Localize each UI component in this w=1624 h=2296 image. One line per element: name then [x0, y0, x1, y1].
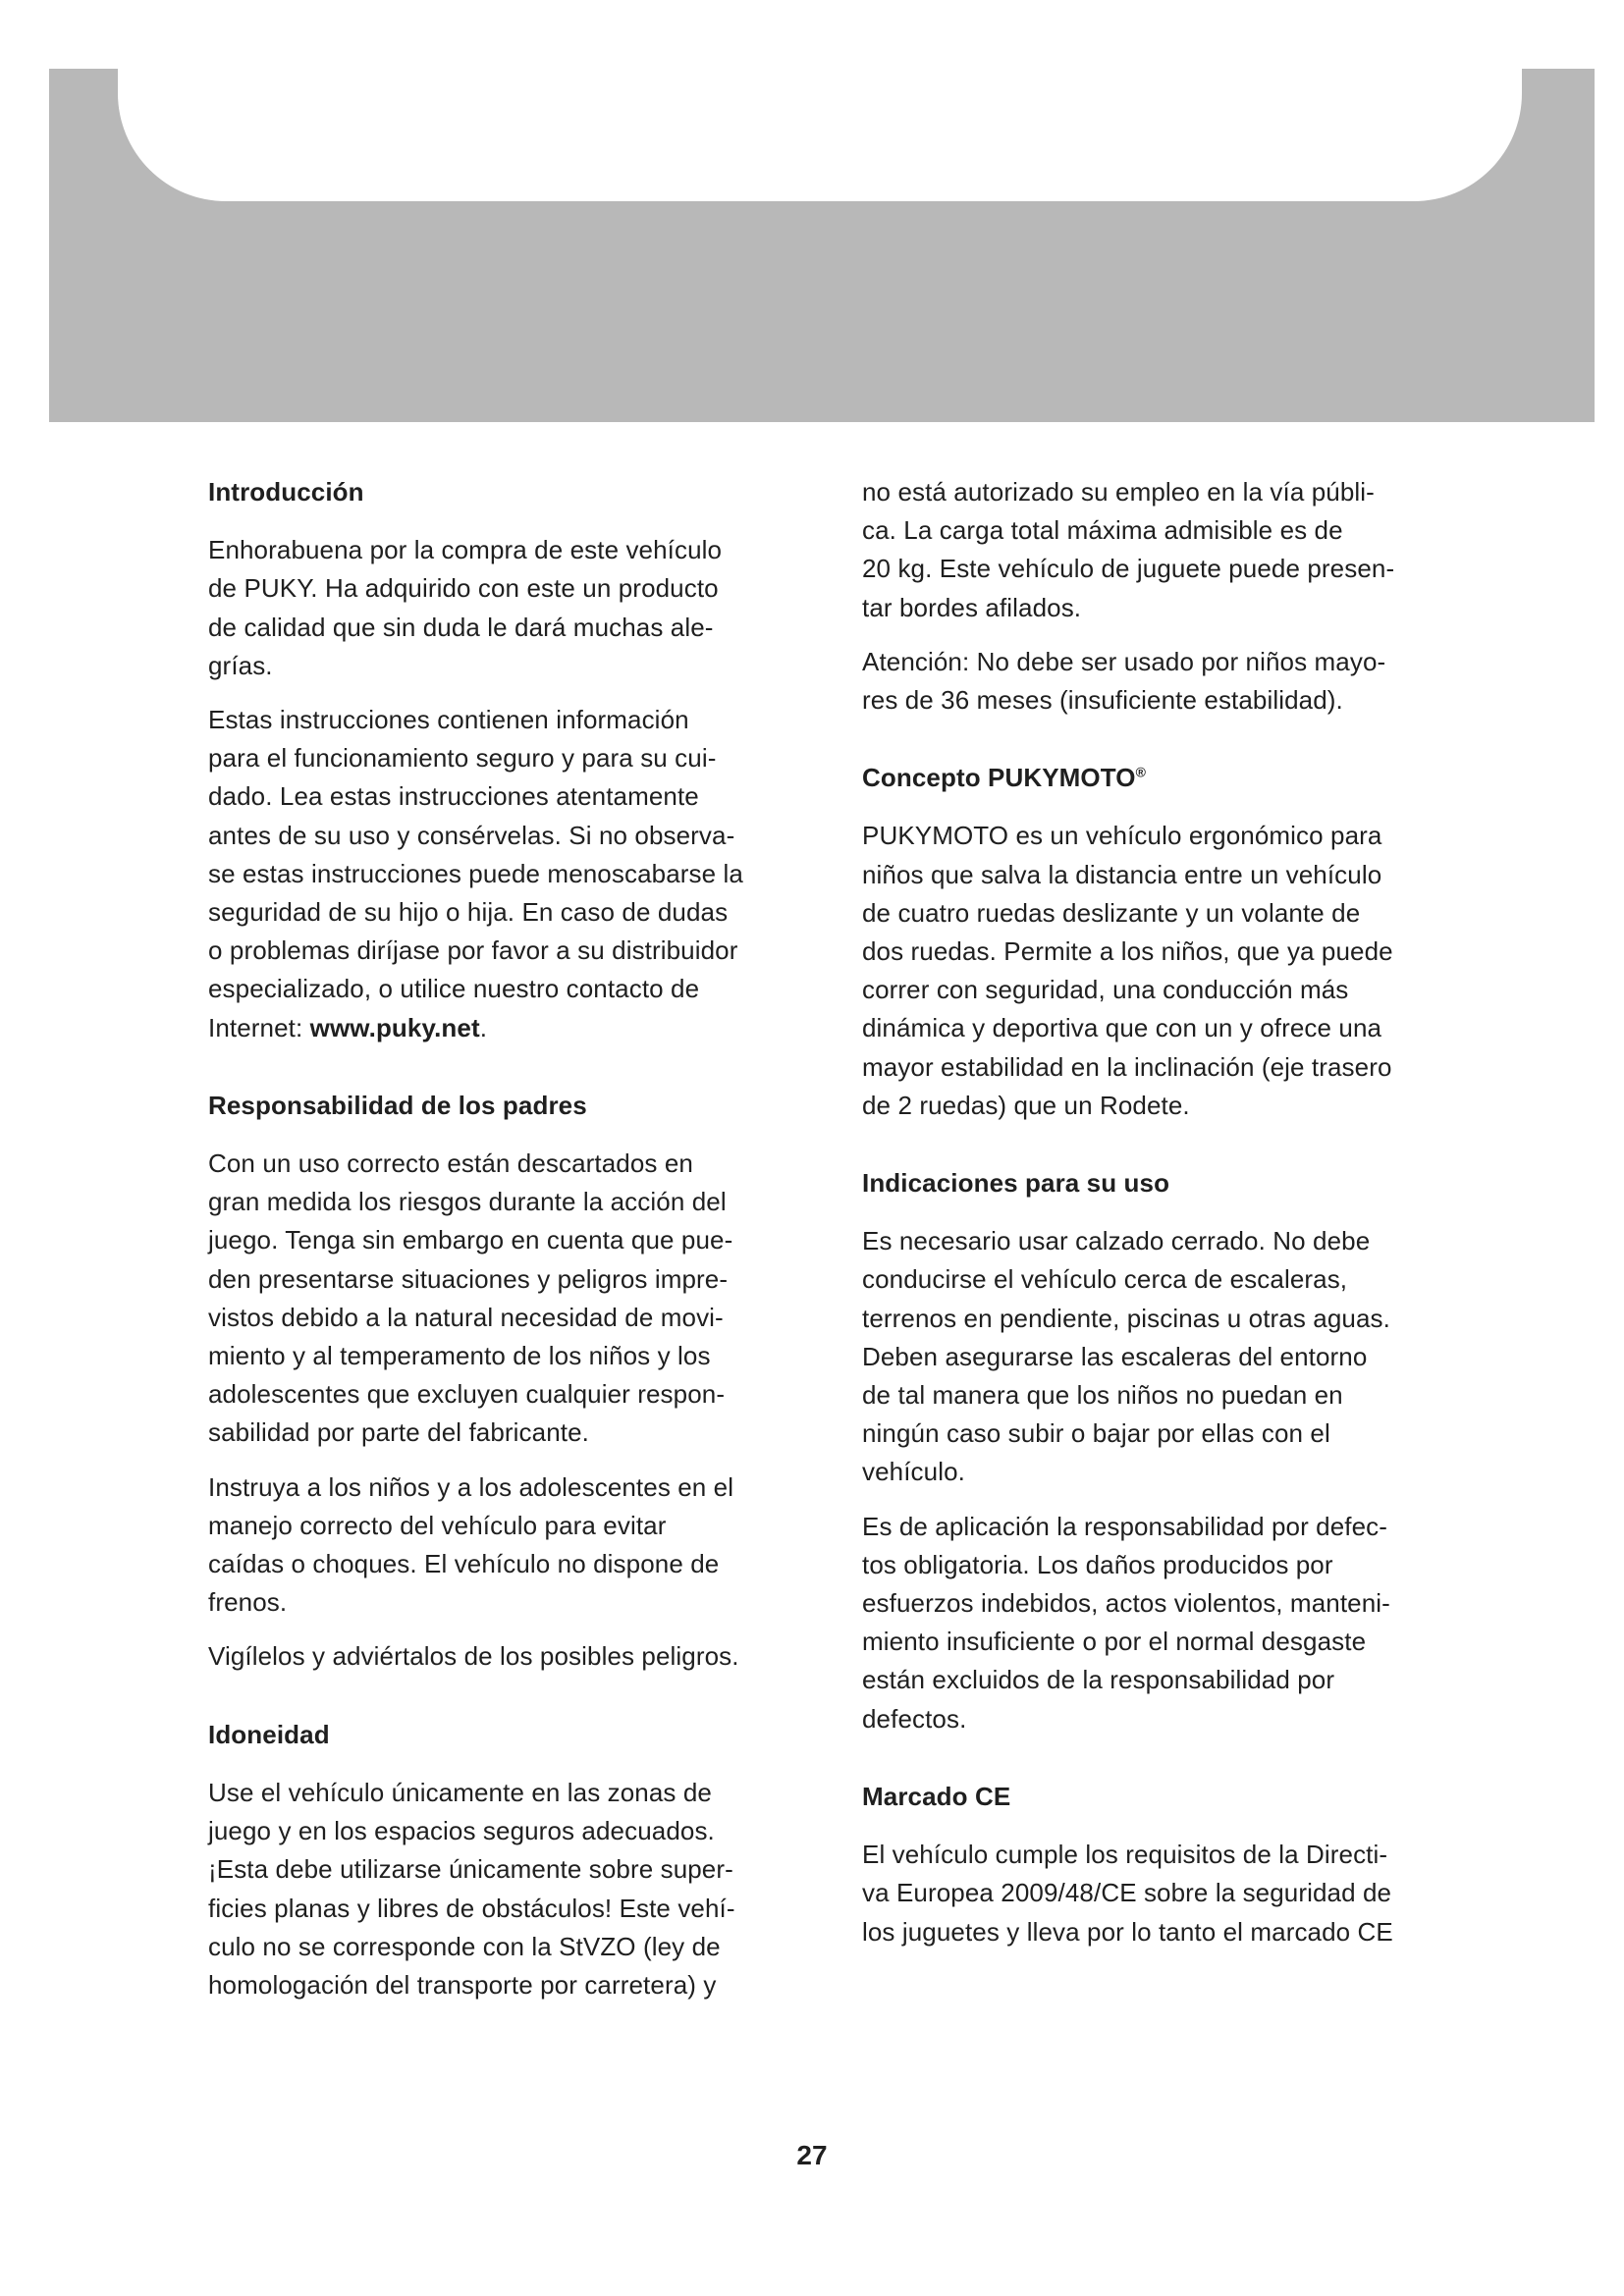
text-line: terrenos en pendiente, piscinas u otras aguas.	[862, 1303, 1390, 1333]
text-line: Es necesario usar calzado cerrado. No debe	[862, 1226, 1371, 1256]
parents-paragraph-1	[208, 1145, 797, 1453]
text-line: ningún caso subir o bajar por ellas con el	[862, 1418, 1330, 1449]
intro-period: .	[479, 1012, 488, 1042]
text-line: ¡Esta debe utilizarse únicamente sobre super-	[208, 1854, 733, 1885]
suitability-paragraph-continued	[862, 473, 1451, 627]
text-line: gran medida los riesgos durante la acción del	[208, 1187, 727, 1217]
text-line: frenos.	[208, 1587, 288, 1618]
parents-paragraph-2	[208, 1468, 797, 1623]
text-line: dinámica y deportiva que con un y ofrece una	[862, 1013, 1382, 1043]
text-line: de tal manera que los niños no puedan en	[862, 1380, 1343, 1411]
website-link[interactable]: www.puky.net	[309, 1012, 480, 1042]
text-line: niños que salva la distancia entre un vehículo	[862, 859, 1382, 889]
intro-internet-label: Internet:	[208, 1012, 310, 1042]
text-line: de 2 ruedas) que un Rodete.	[862, 1090, 1190, 1120]
text-line: grías.	[208, 650, 273, 680]
text-line: PUKYMOTO es un vehículo ergonómico para	[862, 821, 1382, 851]
page-number: 27	[796, 2140, 828, 2170]
suitability-paragraph-1	[208, 1774, 797, 2004]
left-column	[208, 473, 797, 2004]
text-line: correr con seguridad, una conducción más	[862, 975, 1349, 1005]
usage-heading: Indicaciones para su uso	[862, 1168, 1170, 1199]
text-line: especializado, o utilice nuestro contacto de	[208, 974, 700, 1004]
text-line: ca. La carga total máxima admisible es de	[862, 515, 1343, 546]
text-line: miento y al temperamento de los niños y los	[208, 1341, 711, 1371]
text-line: res de 36 meses (insuficiente estabilidad).	[862, 685, 1343, 716]
text-line: o problemas diríjase por favor a su distribuidor	[208, 935, 738, 966]
right-column	[862, 473, 1451, 1951]
text-line: Use el vehículo únicamente en las zonas de	[208, 1777, 712, 1807]
text-line: sabilidad por parte del fabricante.	[208, 1417, 589, 1448]
text-line: caídas o choques. El vehículo no dispone de	[208, 1549, 720, 1579]
text-line: miento insuficiente o por el normal desgaste	[862, 1627, 1367, 1657]
text-line: los juguetes y lleva por lo tanto el marcado CE	[862, 1916, 1393, 1947]
header-tab-cutout	[118, 69, 1522, 201]
intro-paragraph-2-lines	[208, 705, 743, 1003]
registered-mark: ®	[1135, 764, 1146, 780]
text-line: para el funcionamiento seguro y para su cui-	[208, 743, 717, 774]
text-line: de PUKY. Ha adquirido con este un producto	[208, 573, 719, 604]
text-line: Instruya a los niños y a los adolescentes en el	[208, 1471, 734, 1502]
text-line: juego. Tenga sin embargo en cuenta que pue-	[208, 1225, 733, 1255]
parents-heading: Responsabilidad de los padres	[208, 1090, 587, 1120]
attention-paragraph	[862, 643, 1451, 720]
text-line: antes de su uso y consérvelas. Si no observa-	[208, 820, 735, 850]
text-line: den presentarse situaciones y peligros impre-	[208, 1263, 729, 1294]
text-line: tos obligatoria. Los daños producidos por	[862, 1549, 1333, 1579]
text-line: Con un uso correcto están descartados en	[208, 1148, 693, 1179]
text-line: mayor estabilidad en la inclinación (eje trasero	[862, 1051, 1392, 1082]
text-line: no está autorizado su empleo en la vía públi-	[862, 477, 1375, 507]
text-line: El vehículo cumple los requisitos de la Directi-	[862, 1840, 1388, 1870]
text-line: esfuerzos indebidos, actos violentos, manteni-	[862, 1588, 1390, 1619]
text-line: Atención: No debe ser usado por niños mayo-	[862, 646, 1386, 676]
text-line: homologación del transporte por carretera) y	[208, 1969, 717, 2000]
text-line: Es de aplicación la responsabilidad por defec-	[862, 1511, 1388, 1541]
intro-heading: Introducción	[208, 477, 364, 507]
text-line: juego y en los espacios seguros adecuados.	[208, 1816, 715, 1846]
text-line: Estas instrucciones contienen información	[208, 705, 689, 735]
concept-heading-text: Concepto PUKYMOTO	[862, 763, 1136, 793]
intro-paragraph-1	[208, 531, 797, 685]
text-line: va Europea 2009/48/CE sobre la seguridad de	[862, 1878, 1392, 1908]
usage-paragraph-1	[862, 1222, 1451, 1491]
text-line: de cuatro ruedas deslizante y un volante de	[862, 897, 1361, 928]
parents-paragraph-3: Vigílelos y adviértalos de los posibles peligros.	[208, 1641, 739, 1672]
text-line: vistos debido a la natural necesidad de movi-	[208, 1302, 724, 1332]
text-line: se estas instrucciones puede menoscabarse la	[208, 858, 743, 888]
text-line: conducirse el vehículo cerca de escaleras,	[862, 1264, 1348, 1295]
text-line: manejo correcto del vehículo para evitar	[208, 1510, 667, 1540]
text-line: dado. Lea estas instrucciones atentamente	[208, 781, 699, 812]
text-line: seguridad de su hijo o hija. En caso de dudas	[208, 897, 729, 928]
concept-paragraph	[862, 817, 1451, 1125]
text-line: culo no se corresponde con la StVZO (ley de	[208, 1931, 721, 1961]
text-line: están excluidos de la responsabilidad por	[862, 1665, 1335, 1695]
text-line: vehículo.	[862, 1457, 965, 1487]
text-line: adolescentes que excluyen cualquier respon-	[208, 1379, 726, 1410]
text-line: ficies planas y libres de obstáculos! Este vehí-	[208, 1893, 735, 1923]
text-line: de calidad que sin duda le dará muchas ale-	[208, 612, 714, 642]
text-line: defectos.	[862, 1703, 967, 1734]
ce-paragraph	[862, 1836, 1451, 1951]
header-band	[49, 69, 1595, 422]
usage-paragraph-2	[862, 1508, 1451, 1738]
text-line: tar bordes afilados.	[862, 592, 1082, 622]
concept-heading	[862, 759, 1451, 797]
ce-heading: Marcado CE	[862, 1781, 1011, 1811]
intro-paragraph-2	[208, 701, 797, 1047]
text-line: dos ruedas. Permite a los niños, que ya puede	[862, 936, 1393, 967]
text-line: Enhorabuena por la compra de este vehículo	[208, 535, 723, 565]
text-line: Deben asegurarse las escaleras del entorno	[862, 1341, 1368, 1371]
text-line: 20 kg. Este vehículo de juguete puede presen-	[862, 554, 1395, 584]
suitability-heading: Idoneidad	[208, 1719, 330, 1749]
